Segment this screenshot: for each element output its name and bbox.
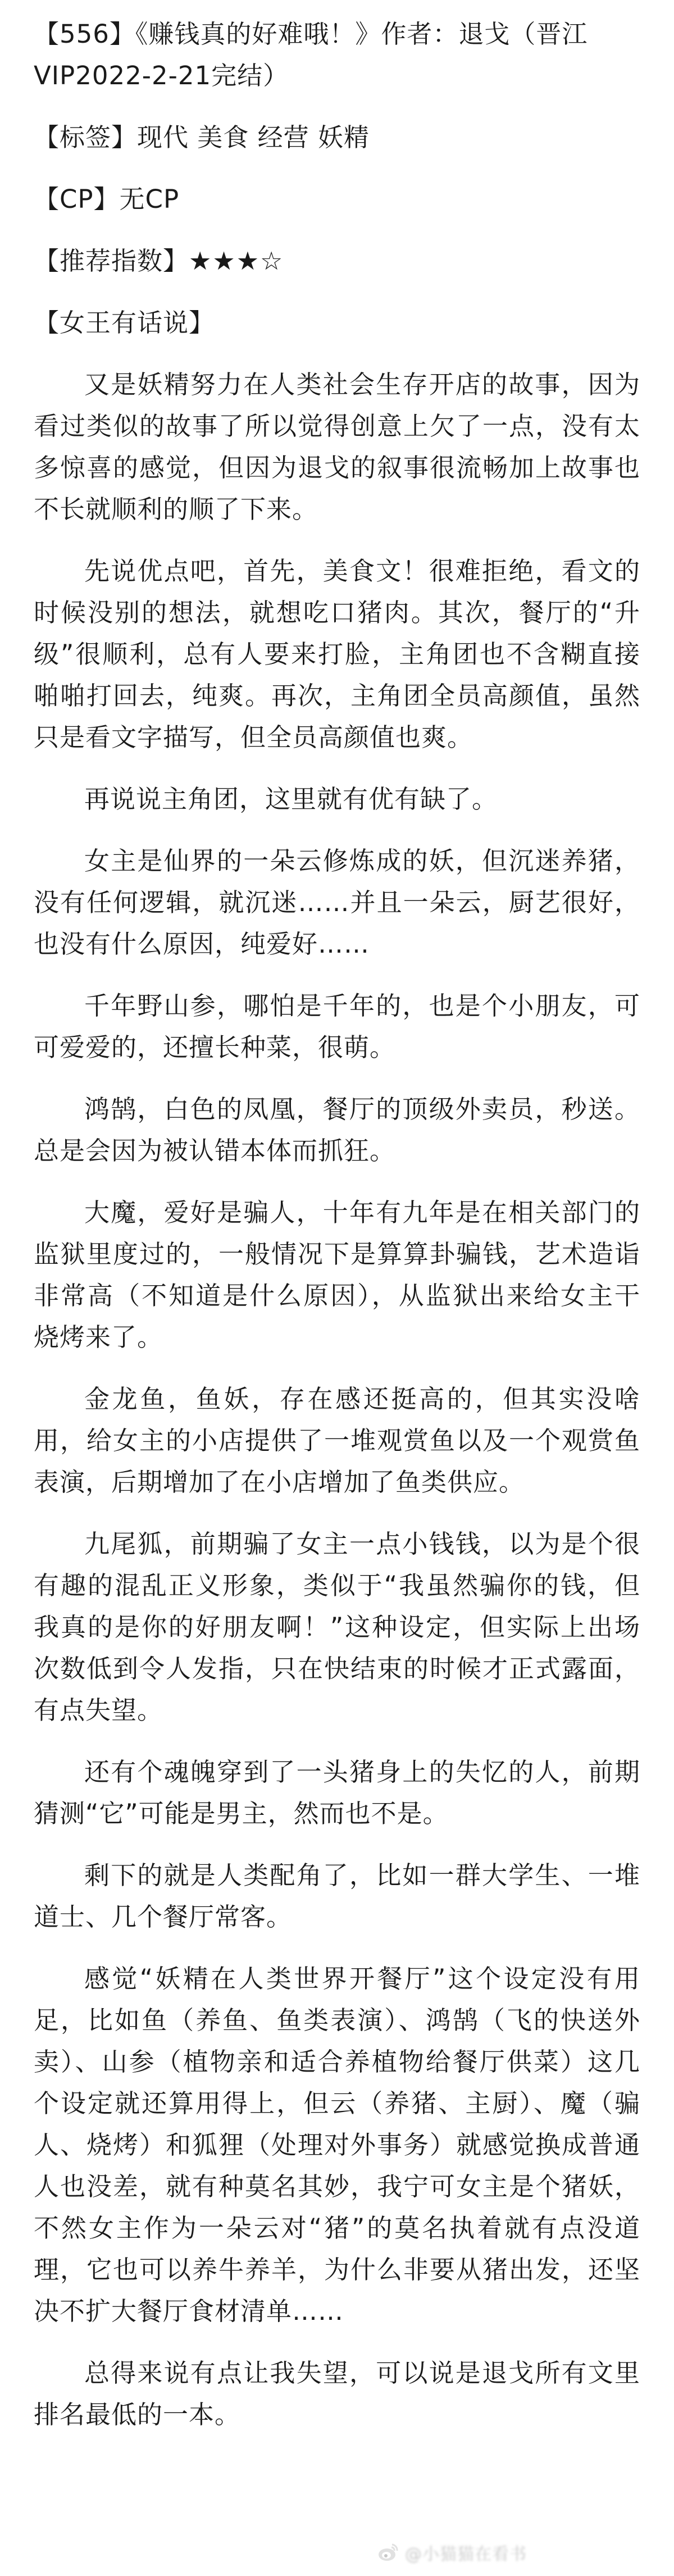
rating-label: 【推荐指数】: [34, 246, 189, 276]
rating-line: [34, 240, 640, 282]
review-paragraph: 大魔，爱好是骗人，十年有九年是在相关部门的监狱里度过的，一般情况下是算算卦骗钱，艺术造诣非常高（不知道是什么原因），从监狱出来给女主干烧烤来了。: [34, 1198, 640, 1352]
review-paragraph: 感觉“妖精在人类世界开餐厅”这个设定没有用足，比如鱼（养鱼、鱼类表演）、鸿鹄（飞的快送外卖）、山参（植物亲和适合养植物给餐厅供菜）这几个设定就还算用得上，但云（养猪、主厨）、魔（骗人、烧烤）和狐狸（处理对外事务）就感觉换成普通人也没差，就有种莫名其妙，我宁可女主是个猪妖，不然女主作为一朵云对“猪”的莫名执着就有点没道理，它也可以养牛养羊，为什么非要从猪出发，还坚决不扩大餐厅食材清单……: [34, 1964, 640, 2326]
review-paragraph: 总得来说有点让我失望，可以说是退戈所有文里排名最低的一本。: [34, 2358, 640, 2429]
review-paragraph: 九尾狐，前期骗了女主一点小钱钱，以为是个很有趣的混乱正义形象，类似于“我虽然骗你的钱，但我真的是你的好朋友啊！”这种设定，但实际上出场次数低到令人发指，只在快结束的时候才正式露面，有点失望。: [34, 1529, 640, 1725]
watermark: [377, 2541, 527, 2564]
watermark-text: @小猫猫在看书: [405, 2545, 527, 2564]
tags-line: 【标签】现代 美食 经营 妖精: [34, 122, 370, 152]
review-paragraph: 千年野山参，哪怕是千年的，也是个小朋友，可可爱爱的，还擅长种菜，很萌。: [34, 991, 640, 1062]
cp-line: 【CP】无CP: [34, 184, 180, 214]
review-paragraph: 还有个魂魄穿到了一头猪身上的失忆的人，前期猜测“它”可能是男主，然而也不是。: [34, 1757, 640, 1828]
review-paragraph: 再说说主角团，这里就有优有缺了。: [84, 784, 498, 814]
review-paragraph: 女主是仙界的一朵云修炼成的妖，但沉迷养猪，没有任何逻辑，就沉迷……并且一朵云，厨艺很好，也没有什么原因，纯爱好……: [34, 846, 640, 959]
review-paragraph: 鸿鹄，白色的凤凰，餐厅的顶级外卖员，秒送。总是会因为被认错本体而抓狂。: [34, 1094, 640, 1166]
review-paragraph: 先说优点吧，首先，美食文！很难拒绝，看文的时候没别的想法，就想吃口猪肉。其次，餐厅的“升级”很顺利，总有人要来打脸，主角团也不含糊直接啪啪打回去，纯爽。再次，主角团全员高颜值，虽然只是看文字描写，但全员高颜值也爽。: [34, 556, 640, 752]
review-paragraph: 金龙鱼，鱼妖，存在感还挺高的，但其实没啥用，给女主的小店提供了一堆观赏鱼以及一个观赏鱼表演，后期增加了在小店增加了鱼类供应。: [34, 1384, 640, 1497]
review-body: [34, 364, 640, 2436]
book-title-line: 【556】《赚钱真的好难哦！》作者：退戈（晋江VIP2022-2-21完结）: [34, 19, 588, 90]
weibo-logo-icon: [377, 2541, 399, 2564]
section-heading: 【女王有话说】: [34, 308, 215, 338]
review-paragraph: 剩下的就是人类配角了，比如一群大学生、一堆道士、几个餐厅常客。: [34, 1860, 640, 1932]
review-paragraph: 又是妖精努力在人类社会生存开店的故事，因为看过类似的故事了所以觉得创意上欠了一点，没有太多惊喜的感觉，但因为退戈的叙事很流畅加上故事也不长就顺利的顺了下来。: [34, 370, 640, 524]
rating-stars: ★★★☆: [189, 246, 284, 276]
